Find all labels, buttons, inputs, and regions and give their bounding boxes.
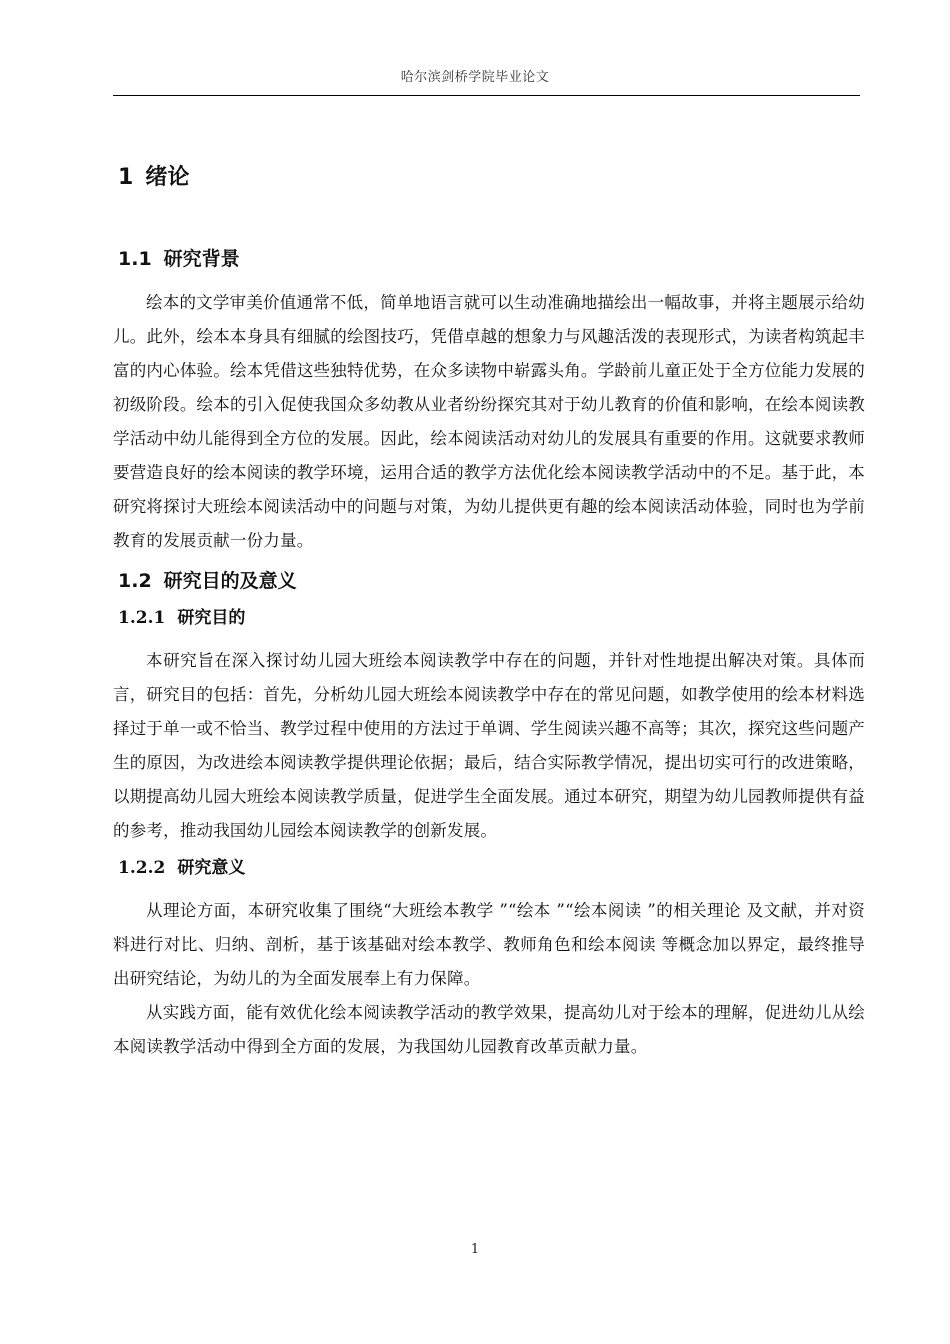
section-1-2-heading [113, 566, 865, 596]
section-1-2-title: 研究目的及意义 [163, 570, 297, 592]
section-1-2-2-paragraph-1: 从理论方面，本研究收集了围绕“大班绘本教学 ”“绘本 ”“绘本阅读 ”的相关理论 及文献，并对资料进行对比、归纳、剖析，基于该基础对绘本教学、教师角色和绘本阅读 等概念加以界定，最终推导出研究结论，为幼儿的为全面发展奉上有力保障。 [113, 901, 865, 988]
section-1-1-paragraph: 绘本的文学审美价值通常不低，简单地语言就可以生动准确地描绘出一幅故事，并将主题展示给幼儿。此外，绘本本身具有细腻的绘图技巧，凭借卓越的想象力与风趣活泼的表现形式，为读者构筑起丰富的内心体验。绘本凭借这些独特优势，在众多读物中崭露头角。学龄前儿童正处于全方位能力发展的初级阶段。绘本的引入促使我国众多幼教从业者纷纷探究其对于幼儿教育的价值和影响，在绘本阅读教学活动中幼儿能得到全方位的发展。因此，绘本阅读活动对幼儿的发展具有重要的作用。这就要求教师要营造良好的绘本阅读的教学环境，运用合适的教学方法优化绘本阅读教学活动中的不足。基于此，本研究将探讨大班绘本阅读活动中的问题与对策，为幼儿提供更有趣的绘本阅读活动体验，同时也为学前教育的发展贡献一份力量。 [113, 293, 865, 550]
chapter-title: 绪论 [145, 165, 190, 190]
section-1-2-number: 1.2 [118, 570, 152, 592]
section-1-2-1-heading [113, 604, 865, 632]
section-1-2-1-paragraph: 本研究旨在深入探讨幼儿园大班绘本阅读教学中存在的问题，并针对性地提出解决对策。具体而言，研究目的包括：首先，分析幼儿园大班绘本阅读教学中存在的常见问题，如教学使用的绘本材料选择过于单一或不恰当、教学过程中使用的方法过于单调、学生阅读兴趣不高等；其次，探究这些问题产生的原因，为改进绘本阅读教学提供理论依据；最后，结合实际教学情况，提出切实可行的改进策略，以期提高幼儿园大班绘本阅读教学质量，促进学生全面发展。通过本研究，期望为幼儿园教师提供有益的参考，推动我国幼儿园绘本阅读教学的创新发展。 [113, 651, 865, 840]
main-content [113, 160, 865, 1064]
section-1-1-number: 1.1 [118, 248, 152, 270]
page-number: 1 [470, 1242, 480, 1257]
section-1-2-2-number: 1.2.2 [118, 858, 166, 878]
header-divider [113, 95, 860, 96]
chapter-number: 1 [118, 165, 134, 190]
section-1-2-1-title: 研究目的 [177, 608, 246, 628]
section-1-2-2-heading [113, 854, 865, 882]
section-1-2-2-title: 研究意义 [177, 858, 246, 878]
section-1-2-1-number: 1.2.1 [118, 608, 166, 628]
chapter-heading [113, 160, 865, 196]
running-header: 哈尔滨剑桥学院毕业论文 [400, 70, 550, 85]
section-1-1-title: 研究背景 [163, 248, 240, 270]
section-1-2-2-paragraph-2: 从实践方面，能有效优化绘本阅读教学活动的教学效果，提高幼儿对于绘本的理解，促进幼儿从绘本阅读教学活动中得到全方面的发展，为我国幼儿园教育改革贡献力量。 [113, 1003, 865, 1056]
section-1-1-heading [113, 244, 865, 274]
